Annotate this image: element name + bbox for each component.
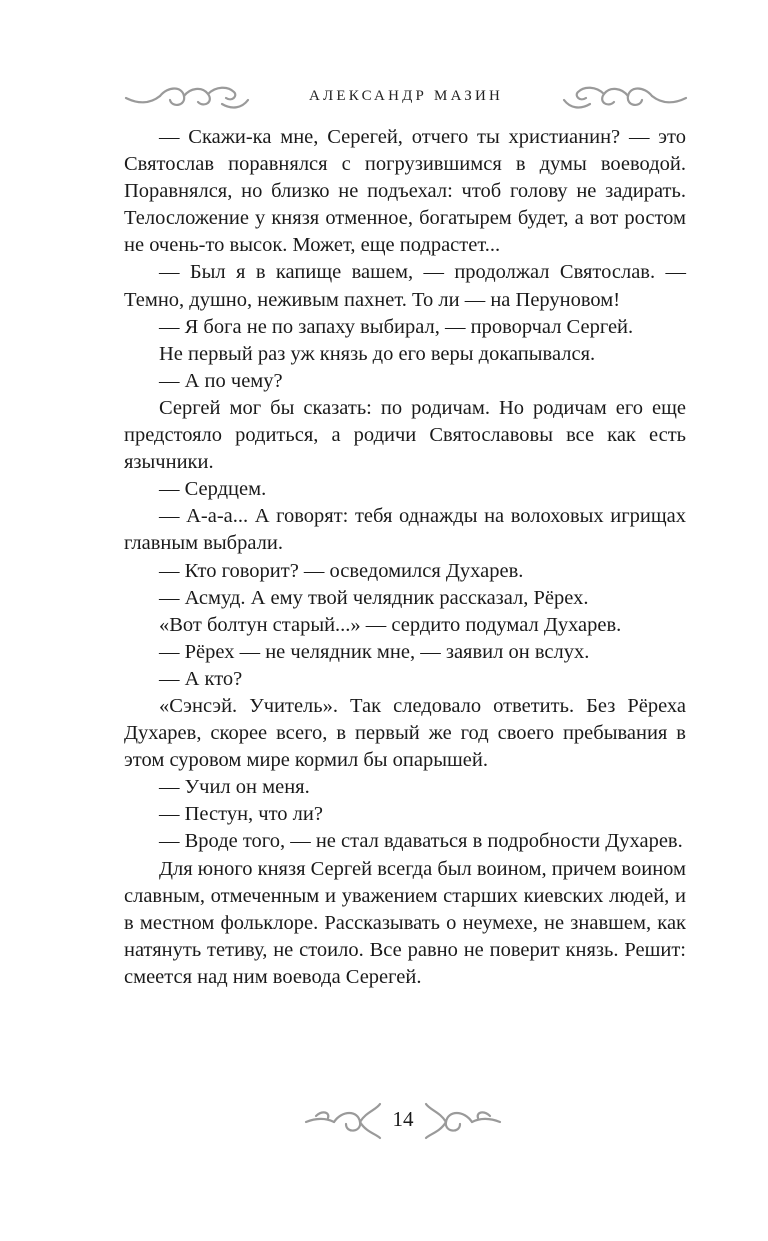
paragraph: — Я бога не по запаху выбирал, — проворчал Сергей.	[159, 315, 634, 338]
ornament-flourish-icon	[562, 78, 688, 116]
paragraph: — Рёрех — не челядник мне, — заявил он вслух.	[159, 640, 590, 663]
ornament-flourish-icon	[422, 1100, 504, 1140]
page-number: 14	[392, 1107, 414, 1131]
paragraph: — А-а-а... А говорят: тебя однажды на волоховых игрищах главным выбрали.	[124, 505, 686, 555]
paragraph: — Был я в капище вашем, — продолжал Святослав. — Темно, душно, неживым пахнет. То ли — на Перуновом!	[124, 261, 686, 311]
paragraph: — А по чему?	[159, 369, 283, 392]
paragraph: — Пестун, что ли?	[159, 803, 323, 826]
paragraph: — Сердцем.	[159, 478, 267, 501]
paragraph: «Сэнсэй. Учитель». Так следовало ответить. Без Рёреха Духарев, скорее всего, в первый же год своего пребывания в этом суровом мире кормил бы опарышей.	[124, 694, 686, 772]
ornament-flourish-icon	[302, 1100, 384, 1140]
page-header	[0, 78, 768, 118]
ornament-flourish-icon	[124, 78, 250, 116]
paragraph: Сергей мог бы сказать: по родичам. Но родичам его еще предстояло родиться, а родичи Святославовы все как есть язычники.	[124, 396, 686, 474]
paragraph: Не первый раз уж князь до его веры докапывался.	[159, 342, 596, 365]
paragraph: — Кто говорит? — осведомился Духарев.	[159, 559, 524, 582]
paragraph: — Вроде того, — не стал вдаваться в подробности Духарев.	[159, 830, 683, 853]
body-text	[124, 124, 686, 991]
running-head-author: АЛЕКСАНДР МАЗИН	[308, 88, 504, 104]
paragraph: Для юного князя Сергей всегда был воином, причем воином славным, отмеченным и уважением старших киевских людей, и в местном фольклоре. Рассказывать о неумехе, не знавшем, как натянуть тетиву, не стоило. Все равно не поверит князь. Решит: смеется над ним воевода Серегей.	[124, 857, 686, 988]
paragraph: — Скажи-ка мне, Серегей, отчего ты христианин? — это Святослав поравнялся с погрузившимся в думы воеводой. Поравнялся, но близко не подъехал: чтоб голову не задирать. Телосложение у князя отменное, богатырем будет, а вот ростом не очень-то высок. Может, еще подрастет...	[124, 126, 686, 257]
paragraph: — Асмуд. А ему твой челядник рассказал, Рёрех.	[159, 586, 589, 609]
paragraph: «Вот болтун старый...» — сердито подумал Духарев.	[159, 613, 622, 636]
paragraph: — Учил он меня.	[159, 776, 310, 799]
paragraph: — А кто?	[159, 667, 243, 690]
page-footer	[0, 1098, 768, 1142]
